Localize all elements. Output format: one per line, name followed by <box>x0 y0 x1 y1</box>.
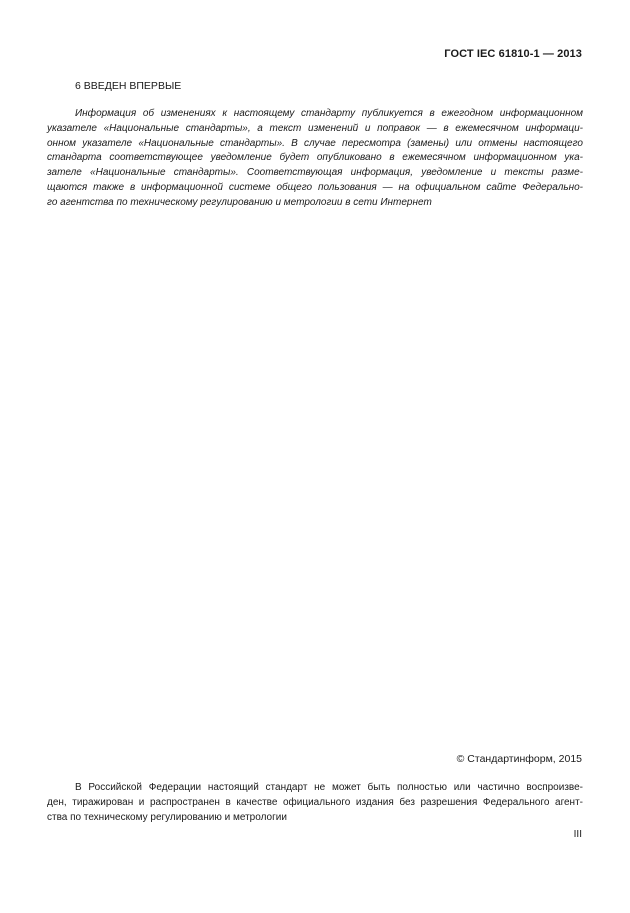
notice-line: Информация об изменениях к настоящему стандарту публикуется в ежегодном информационном <box>75 108 583 119</box>
page-number: III <box>573 829 582 840</box>
update-notice-paragraph <box>47 107 583 211</box>
notice-line: стандарта соответствующее уведомление будет опубликовано в ежемесячном информационном ука- <box>47 152 583 164</box>
notice-line: указателе «Национальные стандарты», а текст изменений и поправок — в ежемесячном информаци- <box>47 122 583 134</box>
legal-line: В Российской Федерации настоящий стандарт не может быть полностью или частично воспроизве- <box>75 782 583 793</box>
notice-line: щаются также в информационной системе общего пользования — на официальном сайте Федерально- <box>47 181 583 193</box>
section-heading: 6 ВВЕДЕН ВПЕРВЫЕ <box>75 80 182 92</box>
copyright-notice: © Стандартинформ, 2015 <box>456 753 582 765</box>
standard-code-header: ГОСТ IEC 61810-1 — 2013 <box>444 48 582 60</box>
legal-line: ства по техническому регулированию и метрологии <box>47 812 287 823</box>
legal-line: ден, тиражирован и распространен в качестве официального издания без разрешения Федерального агент- <box>47 797 583 808</box>
notice-line: го агентства по техническому регулированию и метрологии в сети Интернет <box>47 196 432 208</box>
notice-line: онном указателе «Национальные стандарты». В случае пересмотра (замены) или отмены настоящего <box>47 137 583 149</box>
notice-line: зателе «Национальные стандарты». Соответствующая информация, уведомление и тексты разме- <box>47 167 583 179</box>
legal-notice-paragraph <box>47 780 583 825</box>
